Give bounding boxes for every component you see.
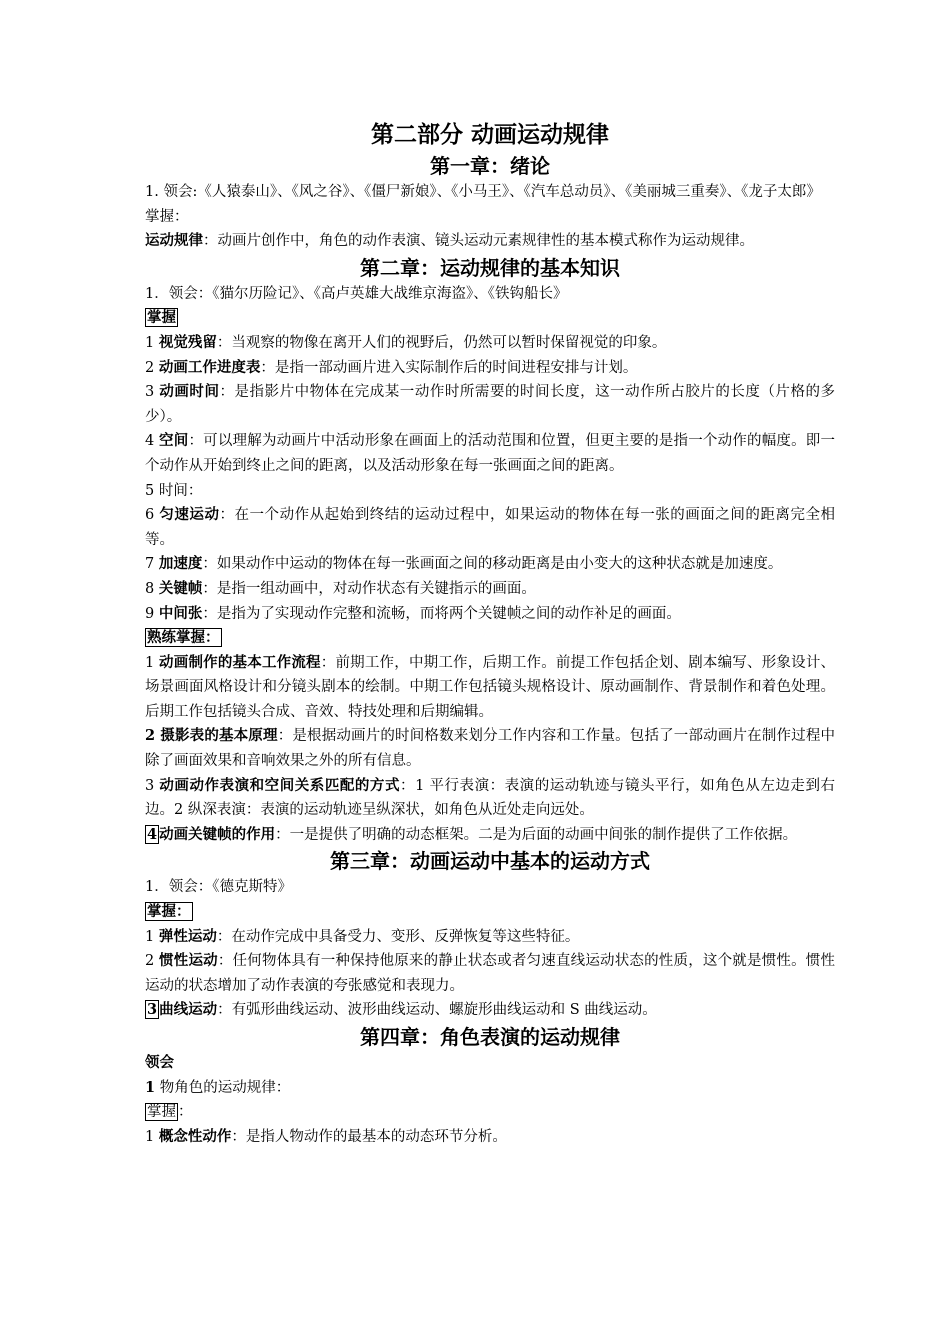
ch3-appreciate: 1．领会：《德克斯特》 xyxy=(145,879,292,896)
term: 摄影表的基本原理 xyxy=(160,727,278,745)
item-number: 2 xyxy=(145,727,161,745)
boxed-label: 掌握： xyxy=(147,903,191,921)
item-number: 3 xyxy=(147,1001,158,1019)
ch2-appreciate: 1．领会：《猫尔历险记》、《高卢英雄大战维京海盗》、《铁钩船长》 xyxy=(145,285,568,302)
definition: ：是指一部动画片进入实际制作后的时间进程安排与计划。 xyxy=(260,359,638,376)
list-item xyxy=(145,503,835,552)
ch3-master-label xyxy=(145,900,835,925)
ch1-master-label: 掌握： xyxy=(145,208,189,225)
chapter-4-title: 第四章：角色表演的运动规律 xyxy=(360,1025,620,1049)
boxed-label: 掌握 xyxy=(147,1104,176,1121)
document-page xyxy=(145,118,835,1149)
item-number: 4 xyxy=(147,825,158,843)
list-item xyxy=(145,356,835,381)
term: 曲线运动 xyxy=(159,1001,218,1019)
definition: ：可以理解为动画片中活动形象在画面上的活动范围和位置，但更主要的是指一个动作的幅度。即一个动作从开始到终止之间的距离，以及活动形象在每一张画面之间的距离。 xyxy=(145,433,836,474)
list-item xyxy=(145,577,835,602)
definition: ：当观察的物像在离开人们的视野后，仍然可以暂时保留视觉的印象。 xyxy=(216,334,667,351)
term: 动画关键帧的作用 xyxy=(159,825,276,843)
colon: ： xyxy=(178,1104,193,1121)
definition: ：在动作完成中具备受力、变形、反弹恢复等这些特征。 xyxy=(216,928,580,945)
list-item xyxy=(145,925,835,950)
definition: ：是指影片中物体在完成某一动作时所需要的时间长度，这一动作所占胶片的长度（片格的多少）。 xyxy=(145,384,836,425)
ch1-definition xyxy=(145,229,835,254)
list-item xyxy=(145,429,835,478)
definition: ：动画片创作中，角色的动作表演、镜头运动元素规律性的基本模式称作为运动规律。 xyxy=(203,233,754,250)
definition: ：是指人物动作的最基本的动态环节分析。 xyxy=(231,1128,507,1145)
term: 运动规律 xyxy=(145,232,203,250)
ch2-skilled-label xyxy=(145,626,835,651)
definition: 时间： xyxy=(158,482,203,499)
list-item xyxy=(145,949,835,998)
definition: ：是根据动画片的时间格数来划分工作内容和工作量。包括了一部动画片在制作过程中除了画面效果和音响效果之外的所有信息。 xyxy=(145,728,836,770)
item-number: 9 xyxy=(145,605,159,622)
list-item xyxy=(145,823,835,848)
list-item xyxy=(145,602,835,627)
item-number: 6 xyxy=(145,507,160,524)
definition: ：是指一组动画中，对动作状态有关键指示的画面。 xyxy=(202,580,536,597)
item-number: 1 xyxy=(145,654,160,671)
ch2-master-label xyxy=(145,306,835,331)
term: 中间张 xyxy=(158,604,203,622)
definition: ：在一个动作从起始到终结的运动过程中，如果运动的物体在每一张的画面之间的距离完全相等。 xyxy=(145,507,836,548)
ch1-appreciate: 1. 领会:《人猿泰山》、《风之谷》、《僵尸新娘》、《小马王》、《汽车总动员》、《美丽城三重奏》、《龙子太郎》 xyxy=(145,184,821,200)
item-number: 7 xyxy=(145,556,159,573)
boxed-label: 熟练掌握： xyxy=(147,629,220,647)
term: 动画工作进度表 xyxy=(158,358,261,376)
term: 关键帧 xyxy=(158,579,203,597)
term: 动画动作表演和空间关系匹配的方式 xyxy=(159,776,401,794)
list-item xyxy=(145,479,835,504)
term: 概念性动作 xyxy=(158,1127,232,1145)
item-number: 2 xyxy=(145,359,159,376)
list-item xyxy=(145,331,835,356)
item-number: 2 xyxy=(145,953,160,970)
list-item xyxy=(145,1125,835,1150)
list-item xyxy=(145,998,835,1023)
list-item xyxy=(145,724,835,773)
item-number: 3 xyxy=(145,777,160,794)
list-item xyxy=(145,774,835,823)
definition: ：是指为了实现动作完整和流畅，而将两个关键帧之间的动作补足的画面。 xyxy=(202,605,681,622)
part-title: 第二部分 动画运动规律 xyxy=(370,121,609,148)
chapter-1-title: 第一章：绪论 xyxy=(430,154,550,178)
chapter-3-title: 第三章：动画运动中基本的运动方式 xyxy=(330,849,650,874)
item-number: 1 xyxy=(145,334,159,351)
definition: ：1 平行表演：表演的运动轨迹与镜头平行，如角色从左边走到右边。2 纵深表演：表演的运动轨迹呈纵深状，如角色从近处走向远处。 xyxy=(145,777,835,819)
list-item xyxy=(145,380,835,429)
term: 动画制作的基本工作流程 xyxy=(159,653,321,671)
boxed-label: 掌握 xyxy=(147,309,176,327)
ch4-appreciate-item xyxy=(145,1076,835,1101)
term: 动画时间 xyxy=(159,383,220,401)
list-item xyxy=(145,552,835,577)
item-number: 1 xyxy=(145,1078,156,1096)
ch4-appreciate-label: 领会 xyxy=(145,1054,174,1071)
item-number: 1 xyxy=(145,928,159,945)
term: 弹性运动 xyxy=(158,927,217,945)
item-number: 5 xyxy=(145,482,159,499)
item-number: 1 xyxy=(145,1128,159,1145)
list-item xyxy=(145,651,835,725)
definition: ：前期工作，中期工作，后期工作。前提工作包括企划、剧本编写、形象设计、场景画面风格设计和分镜头剧本的绘制。中期工作包括镜头规格设计、原动画制作、背景制作和着色处理。后期工作包括镜头合成、音效、特技处理和后期编辑。 xyxy=(145,654,836,720)
term: 加速度 xyxy=(158,555,203,573)
term: 视觉残留 xyxy=(158,333,217,351)
term: 惯性运动 xyxy=(159,952,218,970)
definition: ：有弧形曲线运动、波形曲线运动、螺旋形曲线运动和 S 曲线运动。 xyxy=(217,1002,657,1019)
definition: 物角色的运动规律： xyxy=(155,1079,291,1096)
definition: ：一是提供了明确的动态框架。二是为后面的动画中间张的制作提供了工作依据。 xyxy=(275,826,798,843)
ch4-master-label xyxy=(145,1100,835,1125)
item-number: 4 xyxy=(145,433,160,450)
chapter-2-title: 第二章：运动规律的基本知识 xyxy=(360,255,620,280)
item-number: 3 xyxy=(145,384,160,401)
term: 匀速运动 xyxy=(159,506,220,524)
item-number: 8 xyxy=(145,580,159,597)
definition: ：任何物体具有一种保持他原来的静止状态或者匀速直线运动状态的性质，这个就是惯性。惯性运动的状态增加了动作表演的夸张感觉和表现力。 xyxy=(145,953,836,994)
definition: ：如果动作中运动的物体在每一张画面之间的移动距离是由小变大的这种状态就是加速度。 xyxy=(202,556,783,573)
term: 空间 xyxy=(159,432,189,450)
